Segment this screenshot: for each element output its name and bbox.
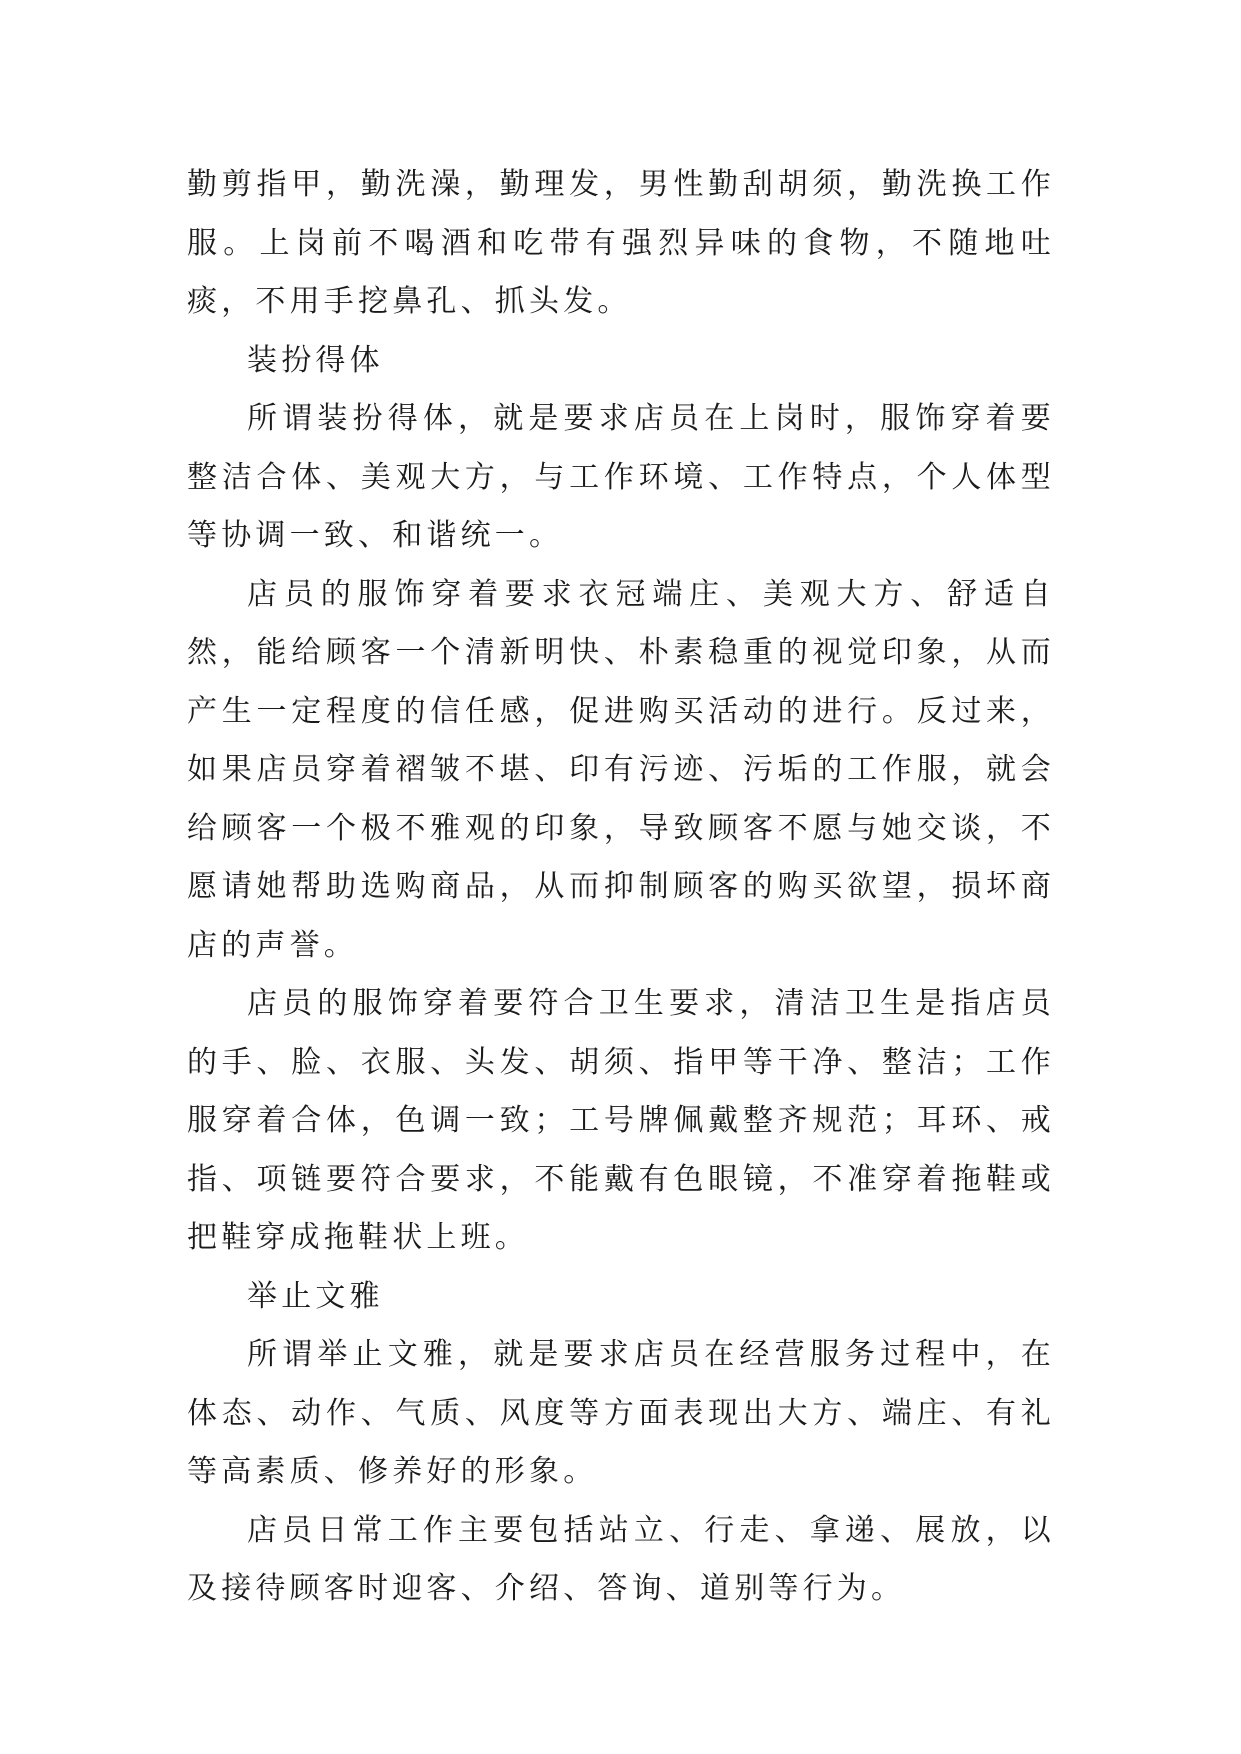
paragraph: 店员日常工作主要包括站立、行走、拿递、展放，以及接待顾客时迎客、介绍、答询、道别等行为。 <box>187 1512 1055 1606</box>
document-body <box>187 156 1055 1619</box>
paragraph: 所谓装扮得体，就是要求店员在上岗时，服饰穿着要整洁合体、美观大方，与工作环境、工作特点，个人体型等协调一致、和谐统一。 <box>187 401 1055 553</box>
paragraph: 所谓举止文雅，就是要求店员在经营服务过程中，在体态、动作、气质、风度等方面表现出大方、端庄、有礼等高素质、修养好的形象。 <box>187 1337 1055 1489</box>
section-heading-dress: 装扮得体 <box>247 342 384 378</box>
paragraph: 店员的服饰穿着要符合卫生要求，清洁卫生是指店员的手、脸、衣服、头发、胡须、指甲等干净、整洁；工作服穿着合体，色调一致；工号牌佩戴整齐规范；耳环、戒指、项链要符合要求，不能戴有色眼镜，不准穿着拖鞋或把鞋穿成拖鞋状上班。 <box>187 986 1055 1255</box>
section-heading-manner: 举止文雅 <box>247 1278 384 1314</box>
paragraph: 店员的服饰穿着要求衣冠端庄、美观大方、舒适自然，能给顾客一个清新明快、朴素稳重的视觉印象，从而产生一定程度的信任感，促进购买活动的进行。反过来，如果店员穿着褶皱不堪、印有污迹、污垢的工作服，就会给顾客一个极不雅观的印象，导致顾客不愿与她交谈，不愿请她帮助选购商品，从而抑制顾客的购买欲望，损坏商店的声誉。 <box>187 576 1055 963</box>
paragraph-continuation: 勤剪指甲，勤洗澡，勤理发，男性勤刮胡须，勤洗换工作服。上岗前不喝酒和吃带有强烈异味的食物，不随地吐痰，不用手挖鼻孔、抓头发。 <box>187 167 1055 319</box>
